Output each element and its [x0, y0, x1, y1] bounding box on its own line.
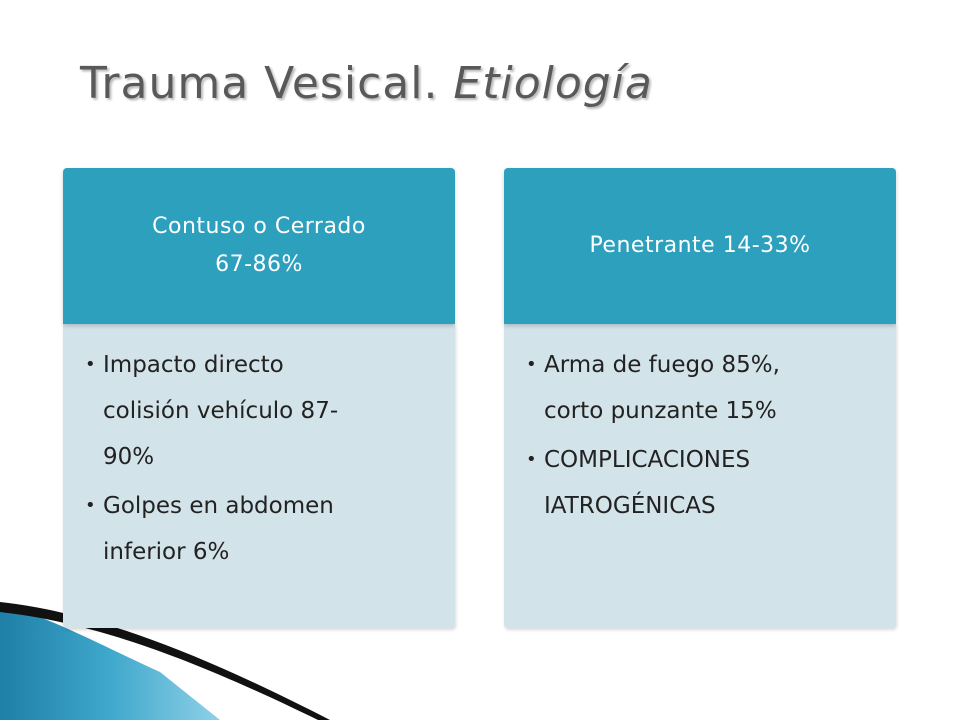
column-penetrating	[504, 168, 896, 628]
column-body-blunt	[63, 324, 455, 628]
column-body-penetrating	[504, 324, 896, 628]
list-item	[526, 437, 876, 529]
list-item-line: COMPLICACIONES	[544, 447, 751, 473]
bullet-list-blunt	[85, 342, 435, 575]
bullet-list-penetrating	[526, 342, 876, 529]
list-item-line: IATROGÉNICAS	[544, 493, 716, 519]
list-item	[85, 483, 435, 575]
column-header-blunt	[63, 168, 455, 324]
list-item	[526, 342, 876, 434]
header-blunt-line2: 67-86%	[215, 252, 303, 277]
column-header-penetrating	[504, 168, 896, 324]
list-item-line: 90%	[103, 444, 155, 470]
list-item-line: Golpes en abdomen	[103, 493, 334, 519]
list-item	[85, 342, 435, 480]
slide-title	[80, 58, 653, 109]
bullet-icon: •	[85, 354, 96, 375]
list-item-line: Impacto directo	[103, 352, 284, 378]
list-item-line: corto punzante 15%	[544, 398, 777, 424]
list-item-line: colisión vehículo 87-	[103, 398, 339, 424]
list-item-line: inferior 6%	[103, 539, 230, 565]
header-blunt-line1: Contuso o Cerrado	[152, 214, 366, 239]
column-blunt	[63, 168, 455, 628]
slide-title-main: Trauma Vesical.	[80, 58, 454, 109]
list-item-line: Arma de fuego 85%,	[544, 352, 780, 378]
slide-title-italic: Etiología	[453, 58, 653, 109]
bullet-icon: •	[526, 449, 537, 470]
header-penetrating-line1: Penetrante 14-33%	[589, 233, 811, 258]
bullet-icon: •	[85, 495, 96, 516]
bullet-icon: •	[526, 354, 537, 375]
